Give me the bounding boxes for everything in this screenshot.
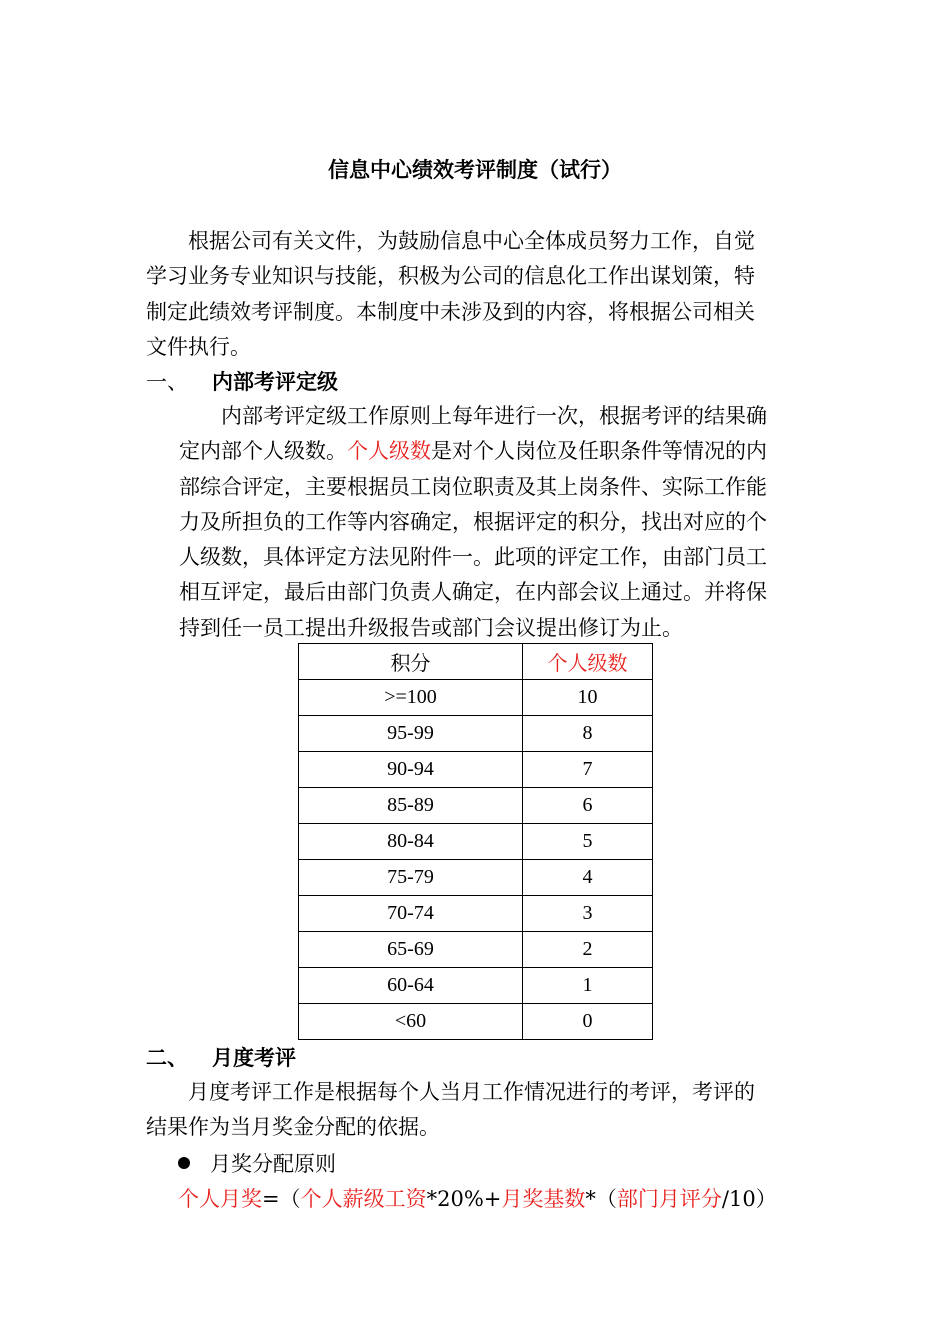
bullet-dot-icon: [178, 1157, 190, 1169]
table-cell: <60: [299, 1004, 523, 1040]
section-2-paragraph: [146, 1075, 814, 1146]
formula-operator: *（: [585, 1187, 617, 1211]
intro-paragraph: [146, 224, 814, 365]
formula-operator: *20%+: [426, 1187, 502, 1211]
intro-line: 学习业务专业知识与技能，积极为公司的信息化工作出谋划策，特: [146, 264, 755, 289]
header-cell-level: 个人级数: [523, 644, 653, 680]
table-cell: 7: [523, 752, 653, 788]
section-number: 一、: [146, 370, 188, 394]
paragraph-line: 相互评定，最后由部门负责人确定，在内部会议上通过。并将保: [179, 580, 767, 605]
table-cell: 10: [523, 680, 653, 716]
paragraph-line: 结果作为当月奖金分配的依据。: [146, 1115, 440, 1140]
table-cell: 70-74: [299, 896, 523, 932]
table-cell: 95-99: [299, 716, 523, 752]
paragraph-line: 人级数，具体评定方法见附件一。此项的评定工作，由部门员工: [179, 545, 767, 570]
table-row: [299, 680, 653, 716]
table-row: [299, 968, 653, 1004]
table-cell: 0: [523, 1004, 653, 1040]
table-row: [299, 752, 653, 788]
intro-line: 制定此绩效考评制度。本制度中未涉及到的内容，将根据公司相关: [146, 299, 755, 324]
table-row: [299, 824, 653, 860]
formula-term: 部门月评分: [616, 1187, 722, 1211]
table-cell: 6: [523, 788, 653, 824]
table-cell: 60-64: [299, 968, 523, 1004]
section-2-heading: [146, 1043, 296, 1073]
table-cell: 85-89: [299, 788, 523, 824]
table-cell: 1: [523, 968, 653, 1004]
formula-term: 个人月奖: [178, 1187, 262, 1211]
table-row: [299, 716, 653, 752]
table-header-row: [299, 644, 653, 680]
table-cell: 65-69: [299, 932, 523, 968]
paragraph-line: 部综合评定，主要根据员工岗位职责及其上岗条件、实际工作能: [179, 474, 767, 499]
table-cell: 3: [523, 896, 653, 932]
table-row: [299, 932, 653, 968]
intro-line: 文件执行。: [146, 334, 251, 359]
highlight-term: 个人级数: [347, 439, 431, 464]
table-cell: 80-84: [299, 824, 523, 860]
text-run: 是对个人岗位及任职条件等情况的内: [431, 439, 767, 464]
formula-operator: =（: [262, 1187, 301, 1211]
section-title: 月度考评: [212, 1046, 296, 1070]
table-cell: 4: [523, 860, 653, 896]
table-cell: 8: [523, 716, 653, 752]
section-1-heading: [146, 367, 338, 397]
table-row: [299, 896, 653, 932]
bullet-item: [178, 1148, 336, 1180]
section-1-paragraph: [179, 399, 811, 646]
grade-table: [298, 643, 653, 1040]
paragraph-line: [179, 434, 811, 469]
table-cell: 90-94: [299, 752, 523, 788]
table-cell: >=100: [299, 680, 523, 716]
table-cell: 2: [523, 932, 653, 968]
section-number: 二、: [146, 1046, 188, 1070]
paragraph-line: 持到任一员工提出升级报告或部门会议提出修订为止。: [179, 615, 683, 640]
formula-operator: /10）: [721, 1187, 777, 1211]
paragraph-line: 内部考评定级工作原则上每年进行一次，根据考评的结果确: [221, 404, 767, 428]
formula-term: 月奖基数: [501, 1187, 586, 1211]
bullet-text: 月奖分配原则: [210, 1152, 336, 1176]
table-row: [299, 1004, 653, 1040]
section-title: 内部考评定级: [212, 370, 338, 394]
page-title: 信息中心绩效考评制度（试行）: [328, 158, 622, 182]
bonus-formula: [178, 1182, 777, 1216]
paragraph-line: 力及所担负的工作等内容确定，根据评定的积分，找出对应的个: [179, 509, 767, 534]
formula-term: 个人薪级工资: [300, 1187, 427, 1211]
paragraph-line: 月度考评工作是根据每个人当月工作情况进行的考评，考评的: [188, 1080, 755, 1104]
table-cell: 5: [523, 824, 653, 860]
text-run: 定内部个人级数。: [179, 439, 347, 464]
header-cell-score: 积分: [299, 644, 523, 680]
table-cell: 75-79: [299, 860, 523, 896]
table-row: [299, 788, 653, 824]
intro-line: 根据公司有关文件，为鼓励信息中心全体成员努力工作，自觉: [188, 229, 755, 253]
table-row: [299, 860, 653, 896]
